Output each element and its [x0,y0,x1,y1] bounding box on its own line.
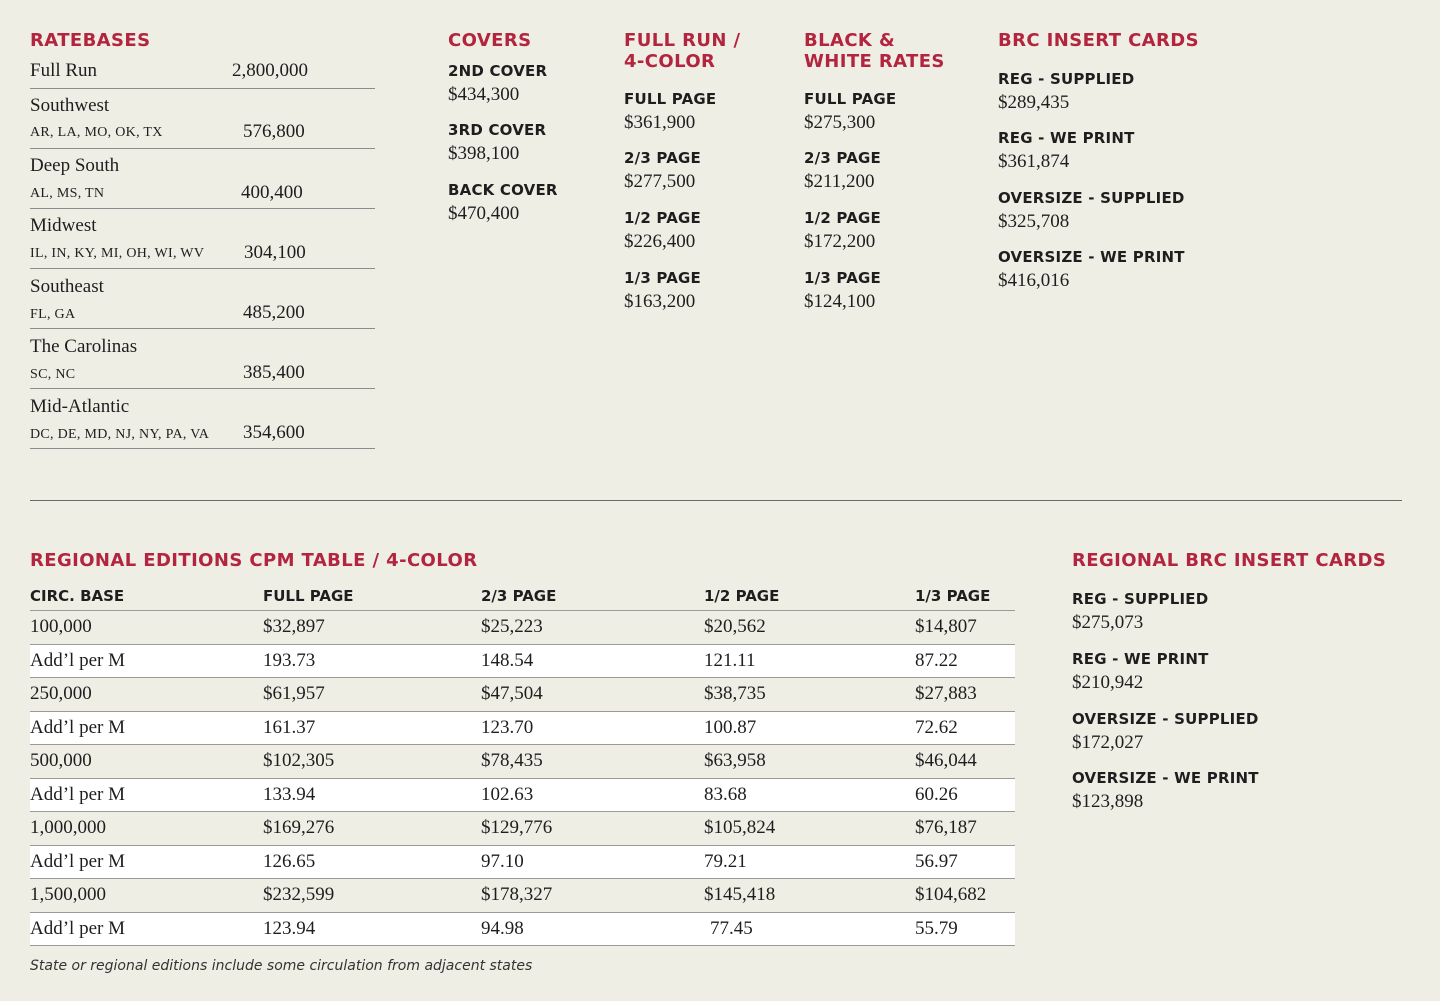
cpm-cell: 87.22 [915,644,1015,678]
table-row [30,812,1015,846]
cpm-cell: $102,305 [263,745,481,779]
brc-label: REG - WE PRINT [998,129,1135,147]
cpm-header: 1/2 PAGE [704,582,915,611]
cpm-cell: 250,000 [30,678,263,712]
cpm-cell: $178,327 [481,879,704,913]
ratebase-row [30,149,375,209]
bw-title-line2: WHITE RATES [804,51,945,72]
ratebase-value: 304,100 [244,242,306,263]
cpm-cell: $47,504 [481,678,704,712]
cpm-cell: 100,000 [30,611,263,645]
full-run-title-line2: 4-COLOR [624,51,716,72]
full-run-label: 1/3 PAGE [624,269,701,287]
cpm-cell: $14,807 [915,611,1015,645]
bw-label: 2/3 PAGE [804,149,881,167]
ratebase-row [30,389,375,449]
brc-label: REG - SUPPLIED [998,70,1135,88]
ratebase-value: 485,200 [243,302,305,323]
cover-label: 3RD COVER [448,121,547,139]
ratebase-states: AR, LA, MO, OK, TX [30,125,163,140]
cover-value: $398,100 [448,143,520,164]
ratebase-value: 400,400 [241,182,303,203]
ratebase-value: 354,600 [243,422,305,443]
bw-value: $275,300 [804,112,876,133]
cpm-cell: 60.26 [915,778,1015,812]
cpm-title: REGIONAL EDITIONS CPM TABLE / 4-COLOR [30,550,478,571]
cpm-cell: $25,223 [481,611,704,645]
cpm-cell: 123.70 [481,711,704,745]
full-run-label: 1/2 PAGE [624,209,701,227]
regional-brc-value: $172,027 [1072,732,1144,753]
ratebase-states: AL, MS, TN [30,186,105,201]
cpm-cell: 133.94 [263,778,481,812]
cpm-header: CIRC. BASE [30,582,263,611]
cover-label: 2ND COVER [448,62,548,80]
ratebase-row [30,269,375,329]
table-row [30,611,1015,645]
cpm-cell: Add’l per M [30,711,263,745]
table-row [30,778,1015,812]
full-run-label: 2/3 PAGE [624,149,701,167]
brc-value: $325,708 [998,211,1070,232]
cpm-cell: 102.63 [481,778,704,812]
cpm-header: 1/3 PAGE [915,582,1015,611]
ratebases-title: RATEBASES [30,30,151,51]
bw-label: 1/2 PAGE [804,209,881,227]
cpm-cell: $169,276 [263,812,481,846]
regional-brc-value: $210,942 [1072,672,1144,693]
full-run-value: $277,500 [624,171,696,192]
covers-title: COVERS [448,30,532,51]
cpm-cell: 1,500,000 [30,879,263,913]
ratebase-value: 576,800 [243,121,305,142]
ratebase-row [30,89,375,149]
regional-brc-value: $123,898 [1072,791,1144,812]
full-run-section [624,30,794,312]
regional-brc-label: REG - SUPPLIED [1072,590,1209,608]
cover-label: BACK COVER [448,181,558,199]
cover-value: $434,300 [448,84,520,105]
bw-label: 1/3 PAGE [804,269,881,287]
ratebase-name: Southwest [30,95,110,116]
bw-value: $172,200 [804,231,876,252]
cpm-cell: Add’l per M [30,778,263,812]
cpm-cell: $78,435 [481,745,704,779]
brc-value: $289,435 [998,92,1070,113]
cpm-cell: 72.62 [915,711,1015,745]
bw-title-line1: BLACK & [804,30,896,51]
cpm-cell: $105,824 [704,812,915,846]
brc-section [998,30,1258,291]
ratebases-section [30,30,375,51]
cpm-cell: $27,883 [915,678,1015,712]
regional-brc-section [1072,550,1392,812]
footnote: State or regional editions include some circulation from adjacent states [30,958,533,974]
brc-value: $416,016 [998,270,1070,291]
ratebase-states: IL, IN, KY, MI, OH, WI, WV [30,246,205,261]
cpm-header: 2/3 PAGE [481,582,704,611]
ratebase-name: The Carolinas [30,336,138,357]
section-divider [30,500,1402,501]
cpm-cell: $63,958 [704,745,915,779]
cpm-cell: 123.94 [263,912,481,946]
ratebase-name: Full Run [30,60,98,81]
full-run-title-line1: FULL RUN / [624,30,741,51]
cpm-cell: 121.11 [704,644,915,678]
cpm-cell: 55.79 [915,912,1015,946]
bw-value: $124,100 [804,291,876,312]
ratebase-name: Southeast [30,276,104,297]
cpm-cell: $104,682 [915,879,1015,913]
ratebase-name: Mid-Atlantic [30,396,130,417]
cpm-cell: $129,776 [481,812,704,846]
cpm-cell: 500,000 [30,745,263,779]
cpm-cell: 1,000,000 [30,812,263,846]
ratebase-row [30,209,375,269]
brc-label: OVERSIZE - WE PRINT [998,248,1185,266]
regional-brc-value: $275,073 [1072,612,1144,633]
cpm-cell: $232,599 [263,879,481,913]
table-row [30,912,1015,946]
bw-value: $211,200 [804,171,875,192]
cpm-header-row [30,582,1015,611]
full-run-value: $361,900 [624,112,696,133]
cpm-cell: 79.21 [704,845,915,879]
cpm-cell: Add’l per M [30,845,263,879]
regional-brc-label: OVERSIZE - WE PRINT [1072,769,1259,787]
ratebase-row [30,58,375,89]
ratebase-states: FL, GA [30,307,76,322]
cpm-header: FULL PAGE [263,582,481,611]
cpm-cell: 161.37 [263,711,481,745]
brc-label: OVERSIZE - SUPPLIED [998,189,1185,207]
ratebase-name: Midwest [30,215,97,236]
cpm-cell: 94.98 [481,912,704,946]
cpm-cell: $76,187 [915,812,1015,846]
full-run-value: $163,200 [624,291,696,312]
full-run-value: $226,400 [624,231,696,252]
cpm-cell: 148.54 [481,644,704,678]
cpm-cell: 97.10 [481,845,704,879]
cpm-cell: Add’l per M [30,912,263,946]
ratebase-row [30,329,375,389]
cpm-cell: $145,418 [704,879,915,913]
table-row [30,678,1015,712]
cpm-cell: $38,735 [704,678,915,712]
cpm-cell: $46,044 [915,745,1015,779]
table-row [30,711,1015,745]
brc-title: BRC INSERT CARDS [998,30,1199,51]
bw-label: FULL PAGE [804,90,897,108]
ratebase-value: 385,400 [243,362,305,383]
ratebases-list [30,58,375,449]
brc-value: $361,874 [998,151,1070,172]
ratebase-states: SC, NC [30,367,76,382]
regional-brc-label: REG - WE PRINT [1072,650,1209,668]
cpm-cell: 83.68 [704,778,915,812]
ratebase-name: Deep South [30,155,120,176]
bw-section [804,30,984,312]
cpm-cell: $32,897 [263,611,481,645]
cover-value: $470,400 [448,203,520,224]
table-row [30,745,1015,779]
regional-brc-label: OVERSIZE - SUPPLIED [1072,710,1259,728]
regional-brc-title: REGIONAL BRC INSERT CARDS [1072,550,1387,571]
table-row [30,644,1015,678]
cpm-cell: 126.65 [263,845,481,879]
cpm-cell: 77.45 [704,912,915,946]
full-run-label: FULL PAGE [624,90,717,108]
cpm-cell: Add’l per M [30,644,263,678]
ratebase-states: DC, DE, MD, NJ, NY, PA, VA [30,427,210,442]
cpm-cell: 193.73 [263,644,481,678]
cpm-cell: $20,562 [704,611,915,645]
cpm-cell: 100.87 [704,711,915,745]
ratebase-value: 2,800,000 [232,60,308,81]
cpm-table [30,582,1015,946]
cpm-cell: $61,957 [263,678,481,712]
cpm-cell: 56.97 [915,845,1015,879]
table-row [30,845,1015,879]
table-row [30,879,1015,913]
covers-section [448,30,608,224]
